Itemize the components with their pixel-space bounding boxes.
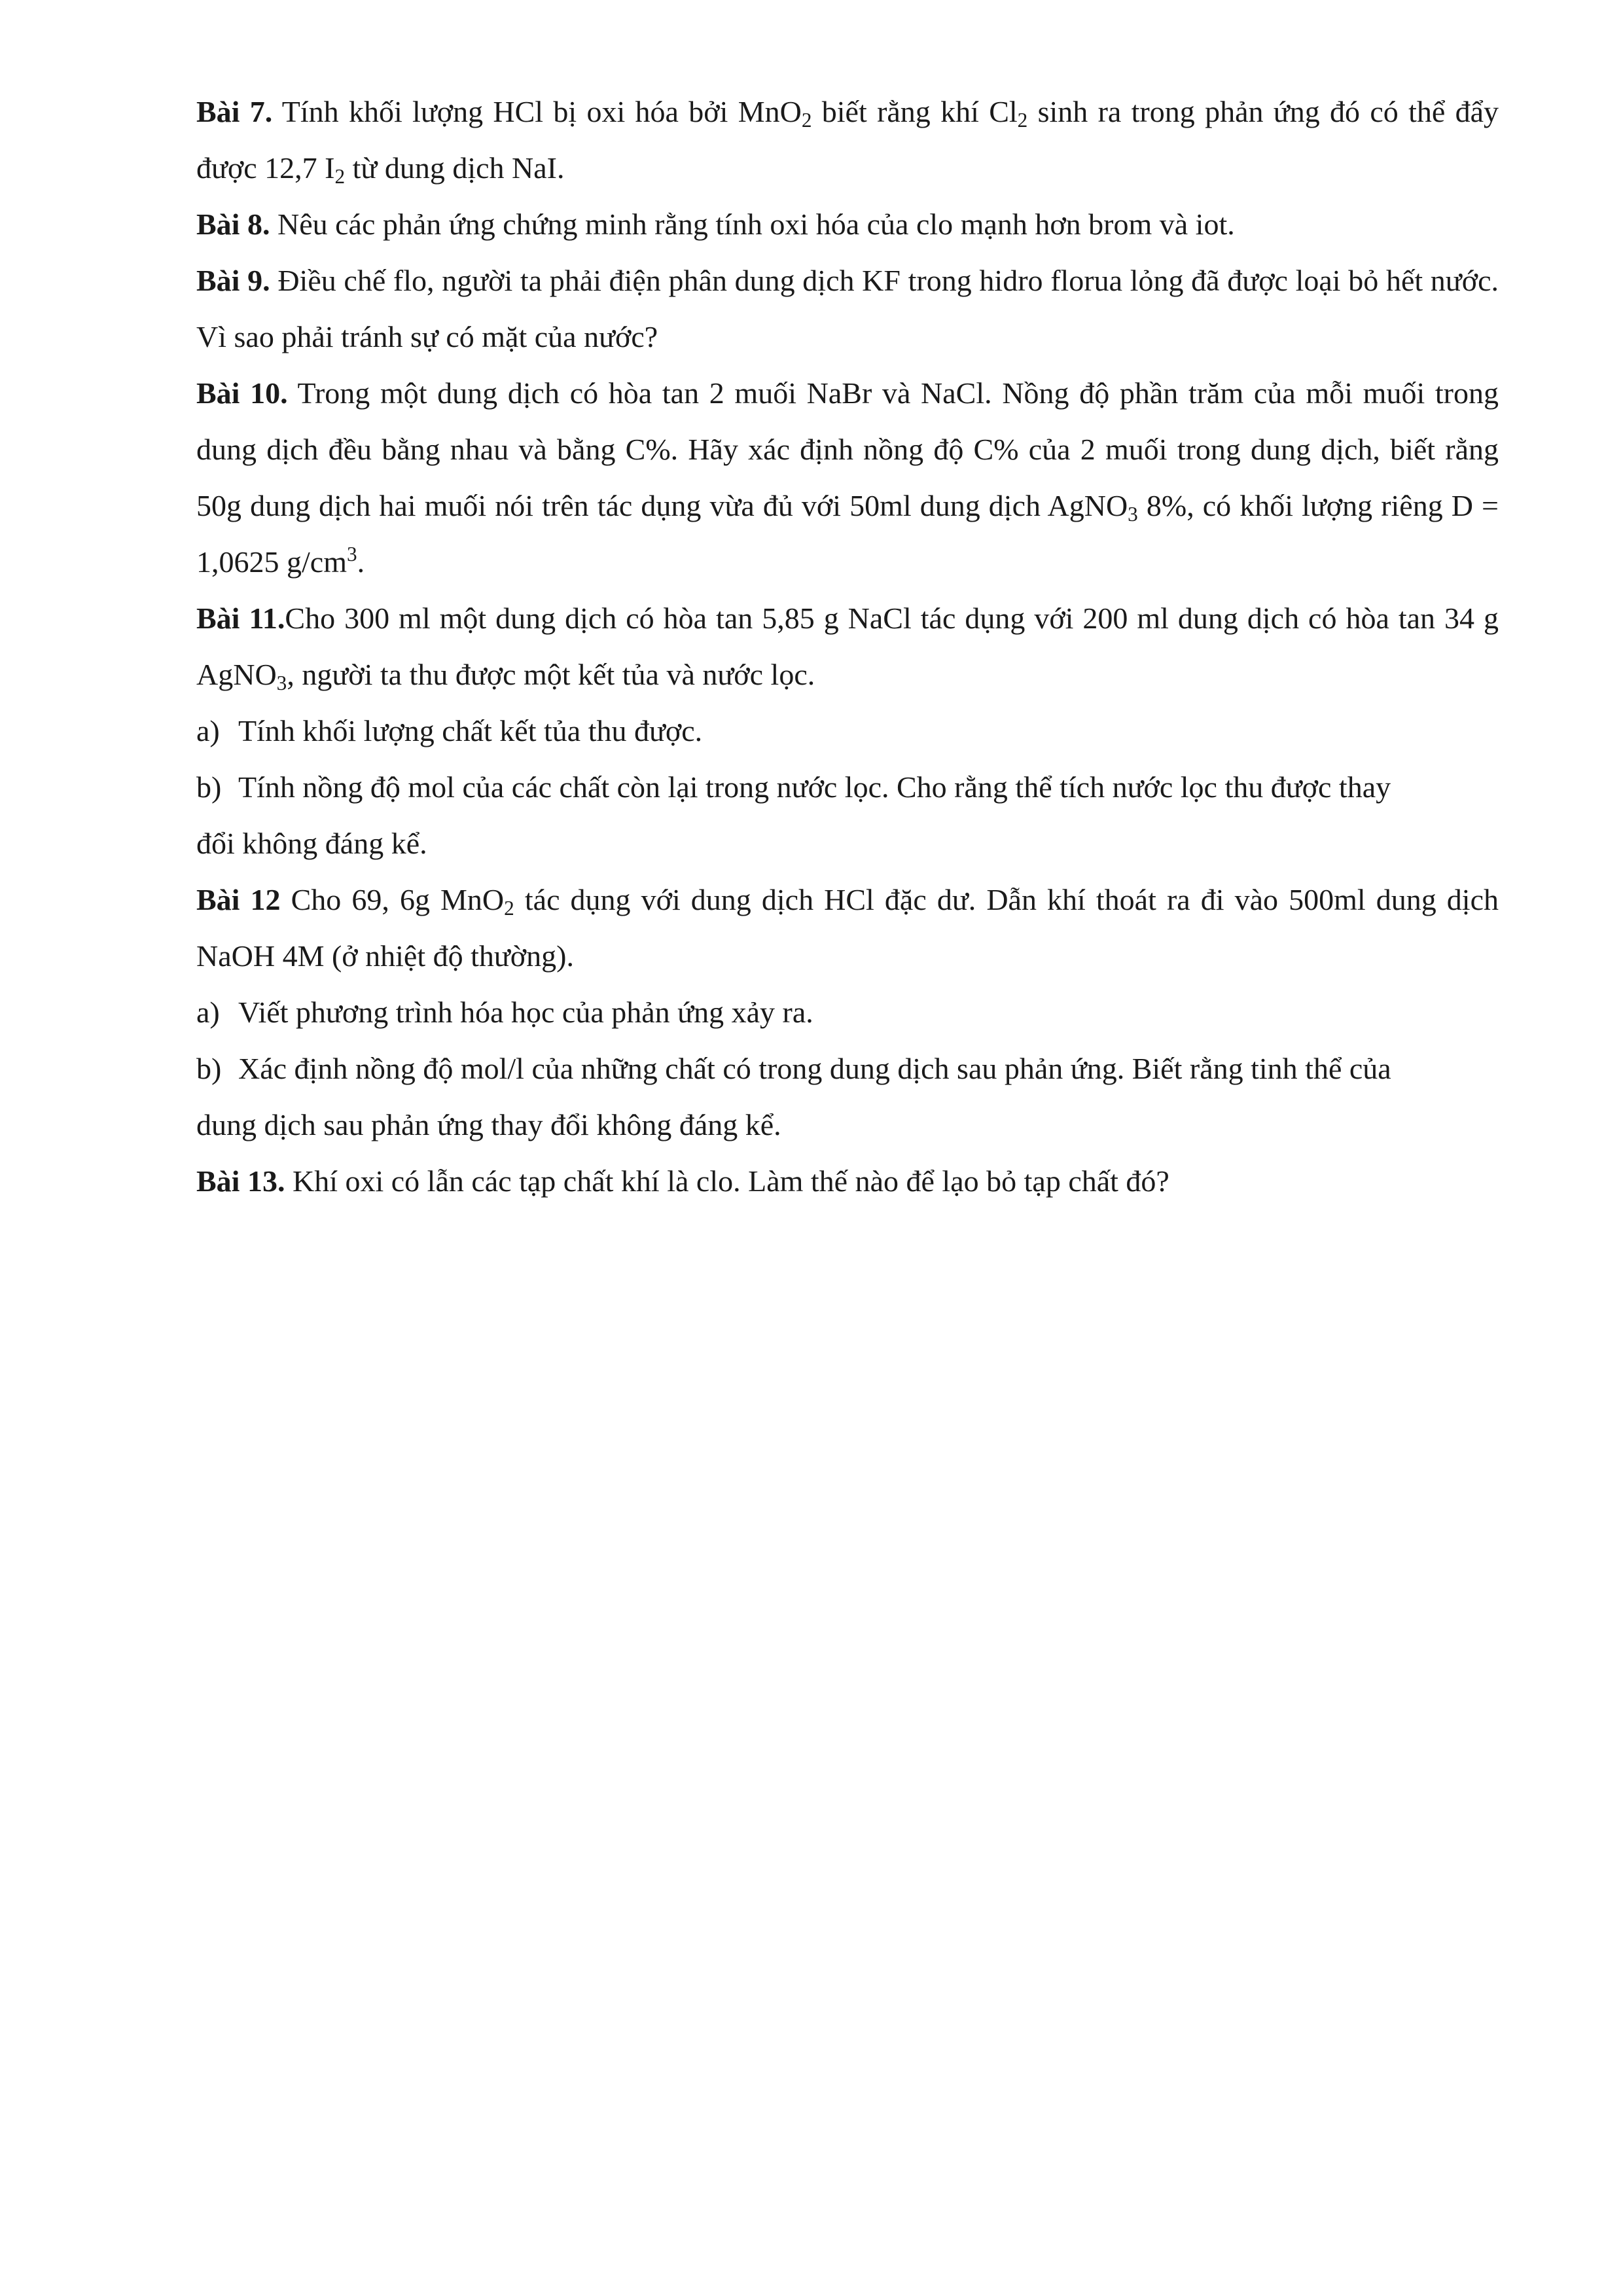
problem-10 [196, 365, 1499, 590]
problem-12-text: Cho 69, 6g MnO [280, 883, 505, 916]
problem-12 [196, 872, 1499, 984]
problem-11-part-a [196, 703, 1499, 759]
subscript: 2 [504, 896, 514, 920]
problem-8-label: Bài 8. [196, 207, 270, 241]
problem-13-text: Khí oxi có lẫn các tạp chất khí là clo. Làm thế nào để lạo bỏ tạp chất đó? [285, 1164, 1169, 1198]
problem-11-label: Bài 11. [196, 601, 285, 635]
part-marker: a) [196, 996, 220, 1029]
subscript: 2 [1017, 108, 1028, 132]
problem-10-label: Bài 10. [196, 376, 288, 410]
part-text: Tính khối lượng chất kết tủa thu được. [238, 714, 703, 747]
problem-11-text: Cho 300 ml một dung dịch có hòa tan 5,85 g NaCl tác dụng với 200 ml dung dịch có hòa tan 34 g AgNO [196, 601, 1499, 691]
superscript: 3 [346, 542, 357, 565]
problem-11-text: , người ta thu được một kết tủa và nước lọc. [287, 658, 815, 691]
problem-7 [196, 84, 1499, 196]
part-marker: b) [196, 1052, 222, 1085]
problem-12-part-b-continued [196, 1097, 1499, 1153]
problem-12-text: tác dụng với dung dịch HCl đặc dư. Dẫn khí thoát ra đi vào 500ml dung dịch NaOH 4M (ở nhiệt độ thường). [196, 883, 1499, 973]
problem-12-part-b [196, 1041, 1499, 1097]
problem-7-text: sinh ra trong phản ứng đó có thể đẩy được 12,7 I [196, 95, 1499, 185]
part-text: Viết phương trình hóa học của phản ứng xảy ra. [238, 996, 813, 1029]
part-text: Xác định nồng độ mol/l của những chất có trong dung dịch sau phản ứng. Biết rằng tinh thể của [238, 1052, 1391, 1085]
problem-9-label: Bài 9. [196, 264, 270, 297]
problem-11 [196, 590, 1499, 703]
subscript: 3 [276, 671, 287, 694]
problem-7-text: biết rằng khí Cl [812, 95, 1018, 128]
subscript: 2 [334, 164, 346, 188]
problem-10-text: Trong một dung dịch có hòa tan 2 muối NaBr và NaCl. Nồng độ phần trăm của mỗi muối trong dung dịch đều bằng nhau và bằng C%. Hãy xác định nồng độ C% của 2 muối trong dung dịch, biết rằng 50g dung dịch hai muối nói trên tác dụng vừa đủ với 50ml dung dịch AgNO [196, 376, 1499, 522]
problem-10-text: . [357, 545, 365, 579]
part-marker: a) [196, 714, 220, 747]
part-text: đổi không đáng kể. [196, 827, 427, 860]
problem-11-part-b [196, 759, 1499, 816]
problem-8 [196, 196, 1499, 253]
problem-12-part-a [196, 984, 1499, 1041]
problem-11-part-b-continued [196, 816, 1499, 872]
problem-13-label: Bài 13. [196, 1164, 285, 1198]
part-text: Tính nồng độ mol của các chất còn lại trong nước lọc. Cho rằng thể tích nước lọc thu được thay [238, 770, 1391, 804]
subscript: 2 [801, 108, 812, 132]
subscript: 3 [1128, 502, 1138, 526]
problem-9-text: Điều chế flo, người ta phải điện phân dung dịch KF trong hidro florua lỏng đã được loại bỏ hết nước. Vì sao phải tránh sự có mặt của nước? [196, 264, 1499, 353]
problem-9 [196, 253, 1499, 365]
part-text: dung dịch sau phản ứng thay đổi không đáng kể. [196, 1108, 781, 1141]
part-marker: b) [196, 770, 222, 804]
problem-8-text: Nêu các phản ứng chứng minh rằng tính oxi hóa của clo mạnh hơn brom và iot. [270, 207, 1235, 241]
problem-13 [196, 1153, 1499, 1210]
problem-10-text: 8%, có khối lượng riêng D = 1,0625 g/cm [196, 489, 1499, 579]
problem-7-text: từ dung dịch NaI. [345, 151, 565, 185]
problem-7-label: Bài 7. [196, 95, 273, 128]
problem-12-label: Bài 12 [196, 883, 281, 916]
problem-7-text: Tính khối lượng HCl bị oxi hóa bởi MnO [272, 95, 802, 128]
exercise-list [196, 84, 1499, 1210]
